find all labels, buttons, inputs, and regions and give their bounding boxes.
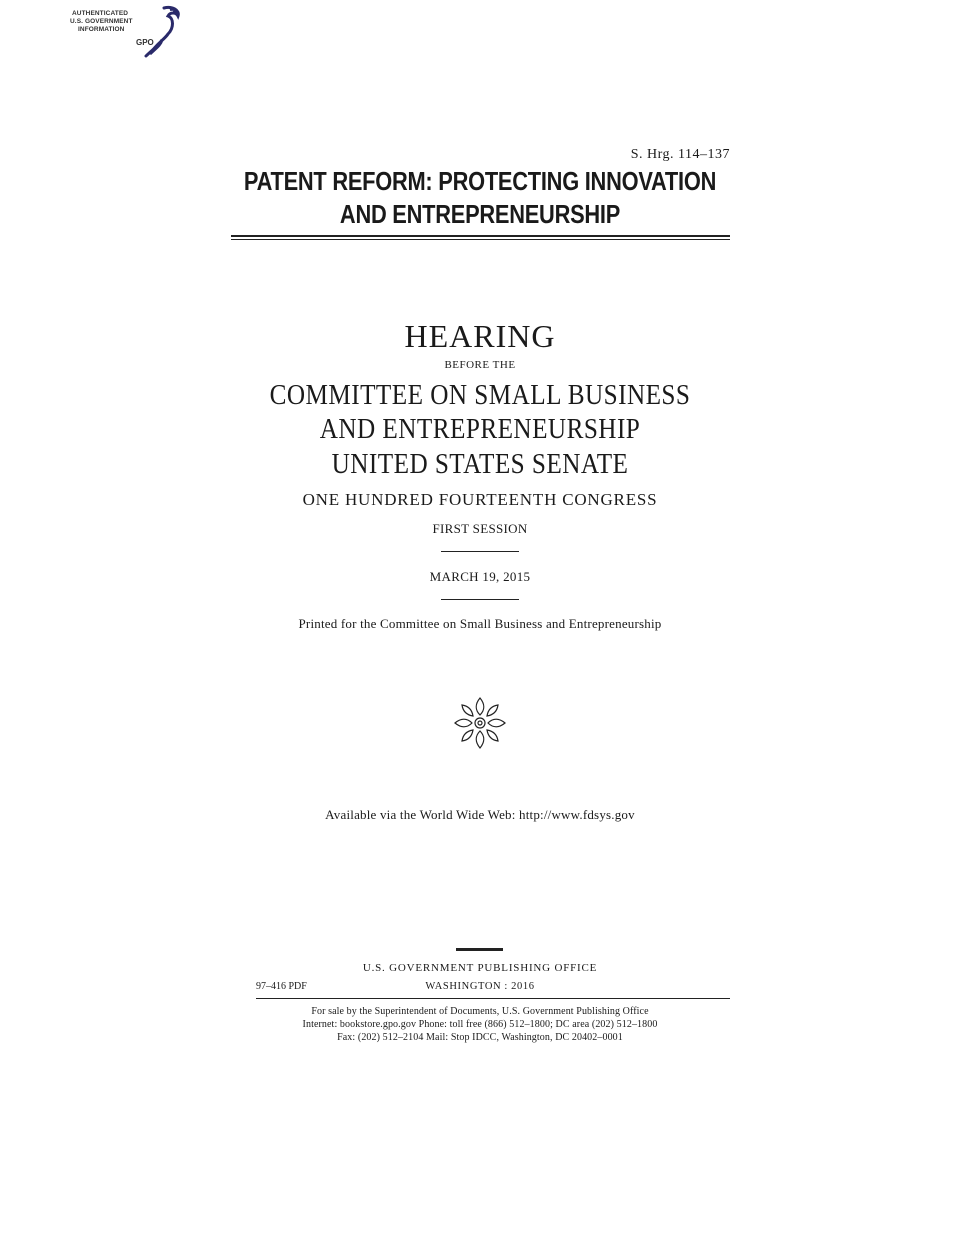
sales-rule xyxy=(256,998,730,999)
city-year: WASHINGTON : 2016 xyxy=(425,981,535,992)
committee-line-2: AND ENTREPRENEURSHIP xyxy=(319,414,641,445)
committee-line-3: UNITED STATES SENATE xyxy=(331,449,629,480)
before-the: BEFORE THE xyxy=(444,359,516,371)
seal-gpo-text: GPO xyxy=(136,38,154,47)
hearing-label: HEARING xyxy=(404,318,556,354)
date-rule xyxy=(441,599,519,600)
session-rule xyxy=(441,551,519,552)
ornament-icon xyxy=(452,695,508,751)
publisher-rule xyxy=(456,948,503,951)
seal-text-line-2: U.S. GOVERNMENT xyxy=(70,18,133,25)
gpo-authentication-seal xyxy=(70,4,190,60)
hearing-number: S. Hrg. 114–137 xyxy=(630,147,730,162)
title-line-1: PATENT REFORM: PROTECTING INNOVATION xyxy=(243,166,717,196)
committee-line-1: COMMITTEE ON SMALL BUSINESS xyxy=(269,380,691,411)
title-rule-top xyxy=(231,235,730,237)
sales-line-1: For sale by the Superintendent of Documents, U.S. Government Publishing Office xyxy=(311,1006,649,1017)
title-line-2: AND ENTREPRENEURSHIP xyxy=(339,199,621,229)
session: FIRST SESSION xyxy=(432,521,528,536)
job-number: 97–416 PDF xyxy=(256,981,307,992)
seal-text-line-3: INFORMATION xyxy=(78,26,125,33)
printed-for: Printed for the Committee on Small Business and Entrepreneurship xyxy=(298,616,662,631)
seal-text-line-1: AUTHENTICATED xyxy=(72,10,129,17)
publishing-office: U.S. GOVERNMENT PUBLISHING OFFICE xyxy=(362,962,598,974)
congress: ONE HUNDRED FOURTEENTH CONGRESS xyxy=(302,490,658,509)
availability-note: Available via the World Wide Web: http://www.fdsys.gov xyxy=(325,807,635,822)
sales-line-2: Internet: bookstore.gpo.gov Phone: toll free (866) 512–1800; DC area (202) 512–1800 xyxy=(302,1019,658,1030)
hearing-date: MARCH 19, 2015 xyxy=(429,569,531,584)
sales-line-3: Fax: (202) 512–2104 Mail: Stop IDCC, Washington, DC 20402–0001 xyxy=(337,1032,623,1043)
title-rule-bottom xyxy=(231,239,730,240)
eagle-icon xyxy=(134,4,184,60)
